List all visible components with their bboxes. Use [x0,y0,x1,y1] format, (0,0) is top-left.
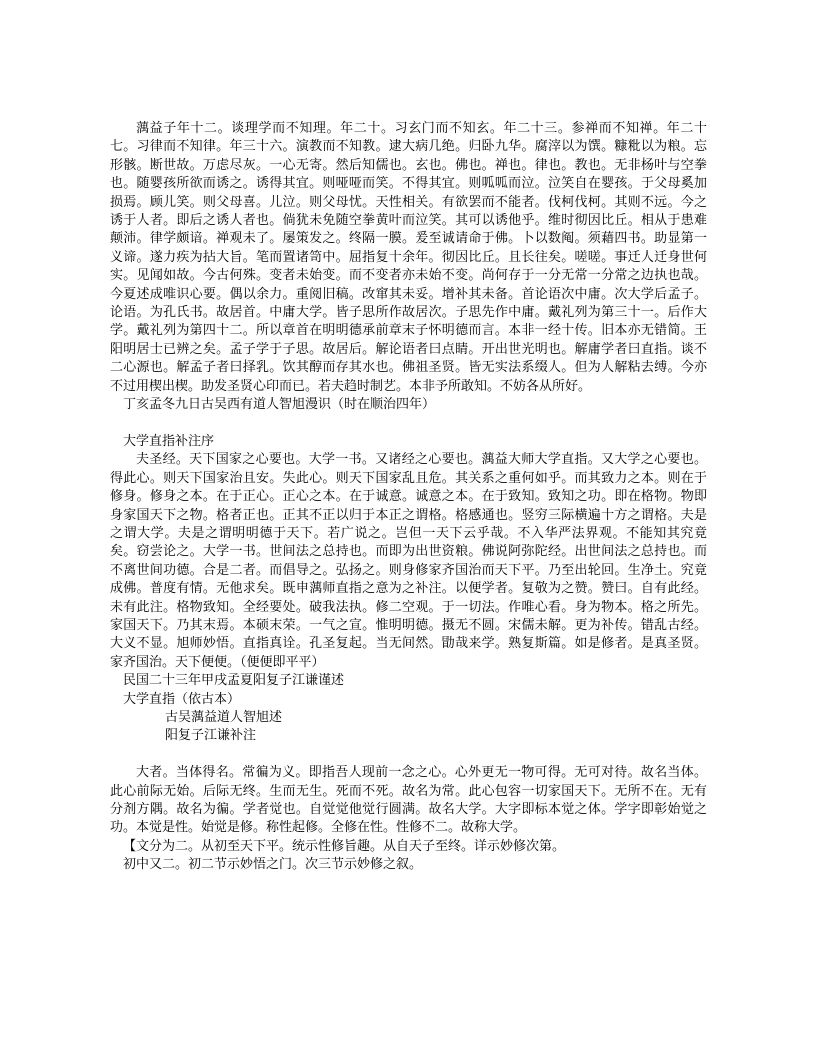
document-body [110,120,707,875]
blank-line-1 [110,415,707,433]
blank-line-2 [110,746,707,764]
attribution-annotator: 阳复子江谦补注 [165,728,257,744]
attribution-preface-signature: 丁亥孟冬九日古吴西有道人智旭漫识（时在顺治四年） [123,397,436,413]
paragraph-preface-body: 蕅益子年十二。谈理学而不知理。年二十。习玄门而不知玄。年二十三。参禅而不知禅。年二十七。习律而不知律。年三十六。演教而不知教。逮大病几绝。归卧九华。腐滓以为馔。糠粃以为粮。忘形骸。断世故。万虑尽灰。一心无寄。然后知儒也。玄也。佛也。禅也。律也。教也。无非杨叶与空拳也。随婴孩所欲而诱之。诱得其宜。则哑哑而笑。不得其宜。则呱呱而泣。泣笑自在婴孩。于父母奚加损焉。顾儿笑。则父母喜。儿泣。则父母忧。天性相关。有欲罢而不能者。伐柯伐柯。其则不远。今之诱于人者。即后之诱人者也。倘犹未免随空拳黄叶而泣笑。其可以诱他乎。维时彻因比丘。相从于患难颠沛。律学颇谙。禅观未了。屡策发之。终隔一膜。爰至诚请命于佛。卜以数阄。须藉四书。助显第一义谛。遂力疾为拈大旨。笔而置诸笥中。屈指复十余年。彻因比丘。且长往矣。嗟嗟。事迁人迁身世何实。见闻如故。今古何殊。变者未始变。而不变者亦未始不变。尚何存于一分无常一分常之边执也哉。今夏述成唯识心要。偶以余力。重阅旧稿。改窜其未妥。增补其未备。首论语次中庸。次大学后孟子。论语。为孔氏书。故居首。中庸大学。皆子思所作故居次。子思先作中庸。戴礼列为第三十一。后作大学。戴礼列为第四十二。所以章首在明明德承前章末子怀明德而言。本非一经十传。旧本亦无错简。王阳明居士已辨之矣。孟子学于子思。故居后。解论语者曰点睛。开出世光明也。解庸学者曰直指。谈不二心源也。解孟子者曰择乳。饮其醇而存其水也。佛祖圣贤。皆无实法系缀人。但为人解粘去缚。今亦不过用楔出楔。助发圣贤心印而已。若夫趋时制艺。本非予所敢知。不妨各从所好。 [110,121,707,394]
heading-buzhu-preface: 大学直指补注序 [123,433,215,449]
attribution-buzhu-signature: 民国二十三年甲戌孟夏阳复子江谦谨述 [123,673,345,689]
paragraph-buzhu-preface-body: 夫圣经。天下国家之心要也。大学一书。又诸经之心要也。蕅益大师大学直指。又大学之心要也。得此心。则天下国家治且安。失此心。则天下国家乱且危。其关系之重何如乎。而其致力之本。则在于修身。修身之本。在于正心。正心之本。在于诚意。诚意之本。在于致知。致知之功。即在格物。物即身家国天下之物。格者正也。正其不正以归于本正之谓格。格感通也。竖穷三际横遍十方之谓格。夫是之谓大学。夫是之谓明明德于天下。若广说之。岂但一天下云乎哉。不入华严法界观。不能知其究竟矣。窃尝论之。大学一书。世间法之总持也。而即为出世资粮。佛说阿弥陀经。出世间法之总持也。而不离世间功德。合是二者。而倡导之。弘扬之。则身修家齐国治而天下平。乃至出轮回。生净土。究竟成佛。普度有情。无他求矣。既申蕅师直指之意为之补注。以便学者。复敬为之赞。赞曰。自有此经。未有此注。格物致知。全经要处。破我法执。修二空观。于一切法。作唯心看。身为物本。格之所先。家国天下。乃其末焉。本硕末荣。一气之宣。惟明明德。摄无不圆。宋儒未解。更为补传。错乱古经。大义不显。旭师妙悟。直指真诠。孔圣复起。当无间然。勖哉来学。熟复斯篇。如是修者。是真圣贤。家齐国治。天下便便。（便便即平平） [110,452,707,670]
paragraph-outline-1: 【文分为二。从初至天下平。统示性修旨趣。从自天子至终。详示妙修次第。 [123,838,566,854]
heading-main-title: 大学直指（依古本） [123,691,241,707]
paragraph-commentary-body: 大者。当体得名。常徧为义。即指吾人现前一念之心。心外更无一物可得。无可对待。故名当体。此心前际无始。后际无终。生而无生。死而不死。故名为常。此心包容一切家国天下。无所不在。无有分剂方隅。故名为徧。学者觉也。自觉觉他觉行圆满。故名大学。大字即标本觉之体。学字即彰始觉之功。本觉是性。始觉是修。称性起修。全修在性。性修不二。故称大学。 [110,765,707,836]
paragraph-outline-2: 初中又二。初二节示妙悟之门。次三节示妙修之叙。 [123,857,423,873]
attribution-author: 古吴蕅益道人智旭述 [165,709,283,725]
